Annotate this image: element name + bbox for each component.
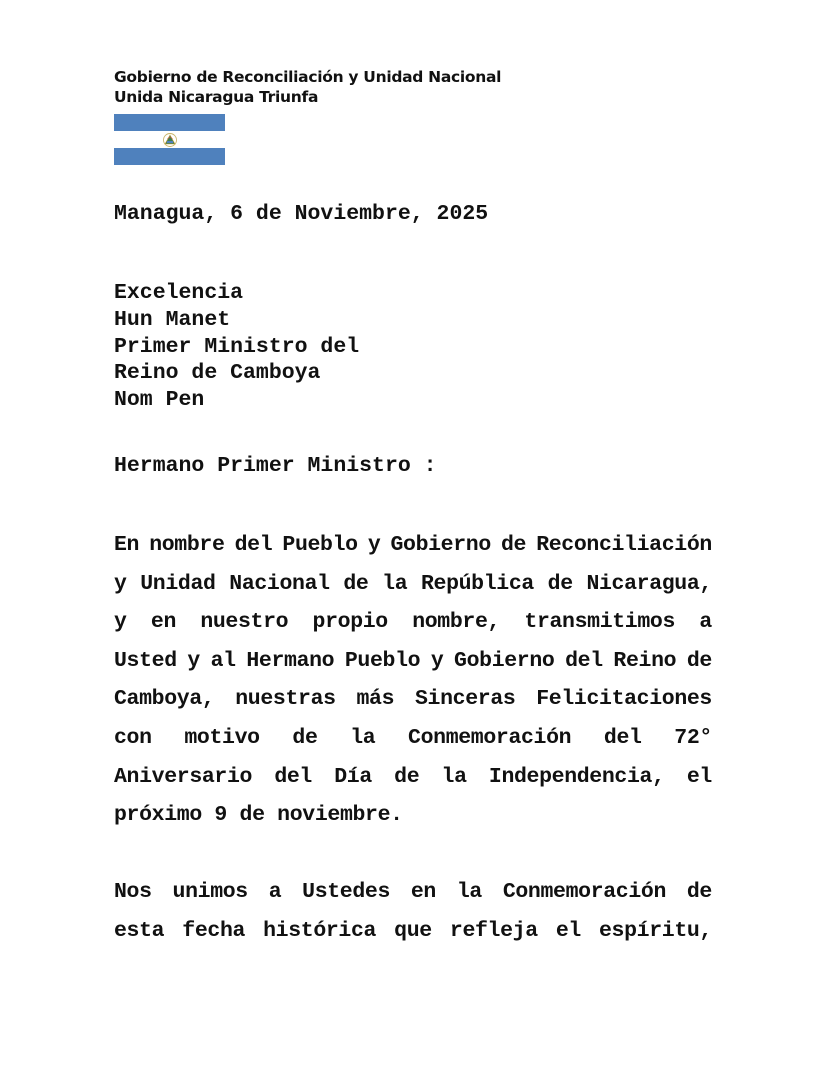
- coat-of-arms-icon: [161, 132, 179, 147]
- recipient-line-country: Reino de Camboya: [114, 361, 321, 386]
- letterhead: [114, 67, 501, 107]
- paragraph-line: Usted y al Hermano Pueblo y Gobierno del Reino de: [114, 648, 712, 673]
- salutation: Hermano Primer Ministro :: [114, 454, 437, 478]
- recipient-line-position: Primer Ministro del: [114, 334, 360, 359]
- paragraph-line: y Unidad Nacional de la República de Nicaragua,: [114, 571, 712, 596]
- paragraph-line: y en nuestro propio nombre, transmitimos a: [114, 610, 712, 635]
- flag-bottom-band: [114, 148, 225, 165]
- recipient-line-name: Hun Manet: [114, 307, 231, 332]
- paragraph-line: con motivo de la Conmemoración del 72°: [114, 725, 712, 750]
- body-paragraph-2: [114, 873, 712, 950]
- paragraph-line: Camboya, nuestras más Sinceras Felicitaciones: [114, 687, 712, 712]
- letterhead-slogan: Unida Nicaragua Triunfa: [114, 88, 319, 106]
- flag-middle-band: [114, 131, 225, 148]
- body-paragraph-1: [114, 526, 712, 835]
- letter-date: Managua, 6 de Noviembre, 2025: [114, 202, 489, 226]
- recipient-address: [114, 280, 359, 414]
- paragraph-line: próximo 9 de noviembre.: [114, 803, 403, 828]
- paragraph-line: En nombre del Pueblo y Gobierno de Reconciliación: [114, 533, 712, 557]
- paragraph-line: Nos unimos a Ustedes en la Conmemoración de: [114, 880, 712, 904]
- nicaragua-flag-icon: [114, 114, 225, 165]
- paragraph-line: Aniversario del Día de la Independencia, el: [114, 764, 712, 789]
- letterhead-government-name: Gobierno de Reconciliación y Unidad Nacional: [114, 68, 502, 86]
- paragraph-line: esta fecha histórica que refleja el espíritu,: [114, 918, 712, 943]
- recipient-line-city: Nom Pen: [114, 388, 205, 413]
- flag-top-band: [114, 114, 225, 131]
- recipient-line-title: Excelencia: [114, 281, 244, 305]
